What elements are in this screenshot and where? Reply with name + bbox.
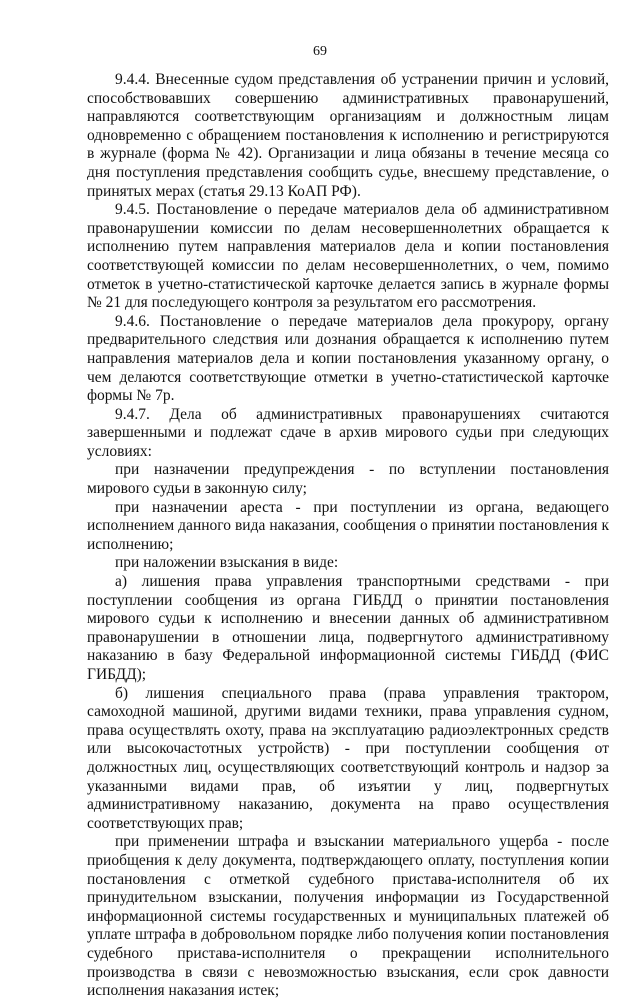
document-body [87, 71, 609, 1001]
paragraph-fine-condition: при применении штрафа и взыскании материального ущерба - после приобщения к делу документа, подтверждающего оплату, поступления копии постановления с отметкой судебного пристава-исполнителя об их принудительном взыскании, получения информации из Государственной информационной системы государственных и муниципальных платежей об уплате штрафа в добровольном порядке либо получения копии постановления судебного пристава-исполнителя о прекращении исполнительного производства в связи с невозможностью взыскания, если срок давности исполнения наказания истек; [87, 833, 609, 1000]
paragraph-9-4-6: 9.4.6. Постановление о передаче материалов дела прокурору, органу предварительного следствия или дознания обращается к исполнению путем направления материалов дела и копии постановления указанному органу, о чем делаются соответствующие отметки в учетно-статистической карточке формы № 7р. [87, 312, 609, 405]
paragraph-9-4-4: 9.4.4. Внесенные судом представления об устранении причин и условий, способствовавших совершению административных правонарушений, направляются соответствующим организациям и должностным лицам одновременно с обращением постановления к исполнению и регистрируются в журнале (форма № 42). Организации и лица обязаны в течение месяца со дня поступления представления сообщить судье, внесшему представление, о принятых мерах (статья 29.13 КоАП РФ). [87, 71, 609, 200]
paragraph-arrest-condition: при назначении ареста - при поступлении из органа, ведающего исполнением данного вида наказания, сообщения о принятии постановления к исполнению; [87, 498, 609, 553]
paragraph-penalty-intro: при наложении взыскания в виде: [115, 554, 339, 572]
paragraph-item-b: б) лишения специального права (права управления трактором, самоходной машиной, другими видами техники, права управления судном, права осуществлять охоту, права на эксплуатацию радиоэлектронных средств или высокочастотных устройств) - при поступлении сообщения от должностных лиц, осуществляющих соответствующий контроль и надзор за указанными видами прав, об изъятии у лиц, подвергнутых административному наказанию, документа на право осуществления соответствующих прав; [87, 684, 609, 832]
page-number: 69 [313, 44, 327, 59]
paragraph-9-4-5: 9.4.5. Постановление о передаче материалов дела об административном правонарушении комиссии по делам несовершеннолетних обращается к исполнению путем направления материалов дела и копии постановления соответствующей комиссии по делам несовершеннолетних, о чем, помимо отметок в учетно-статистической карточке делается запись в журнале формы № 21 для последующего контроля за результатом его рассмотрения. [87, 201, 609, 312]
paragraph-item-a: а) лишения права управления транспортными средствами - при поступлении сообщения из органа ГИБДД о принятии постановления мирового судьи к исполнению и внесении данных об административном правонарушении в отношении лица, подвергнутого административному наказанию в базу Федеральной информационной системы ГИБДД (ФИС ГИБДД); [87, 573, 609, 683]
paragraph-9-4-7: 9.4.7. Дела об административных правонарушениях считаются завершенными и подлежат сдаче в архив мирового судьи при следующих условиях: [87, 405, 609, 460]
paragraph-warning-condition: при назначении предупреждения - по вступлении постановления мирового судьи в законную силу; [87, 461, 609, 498]
